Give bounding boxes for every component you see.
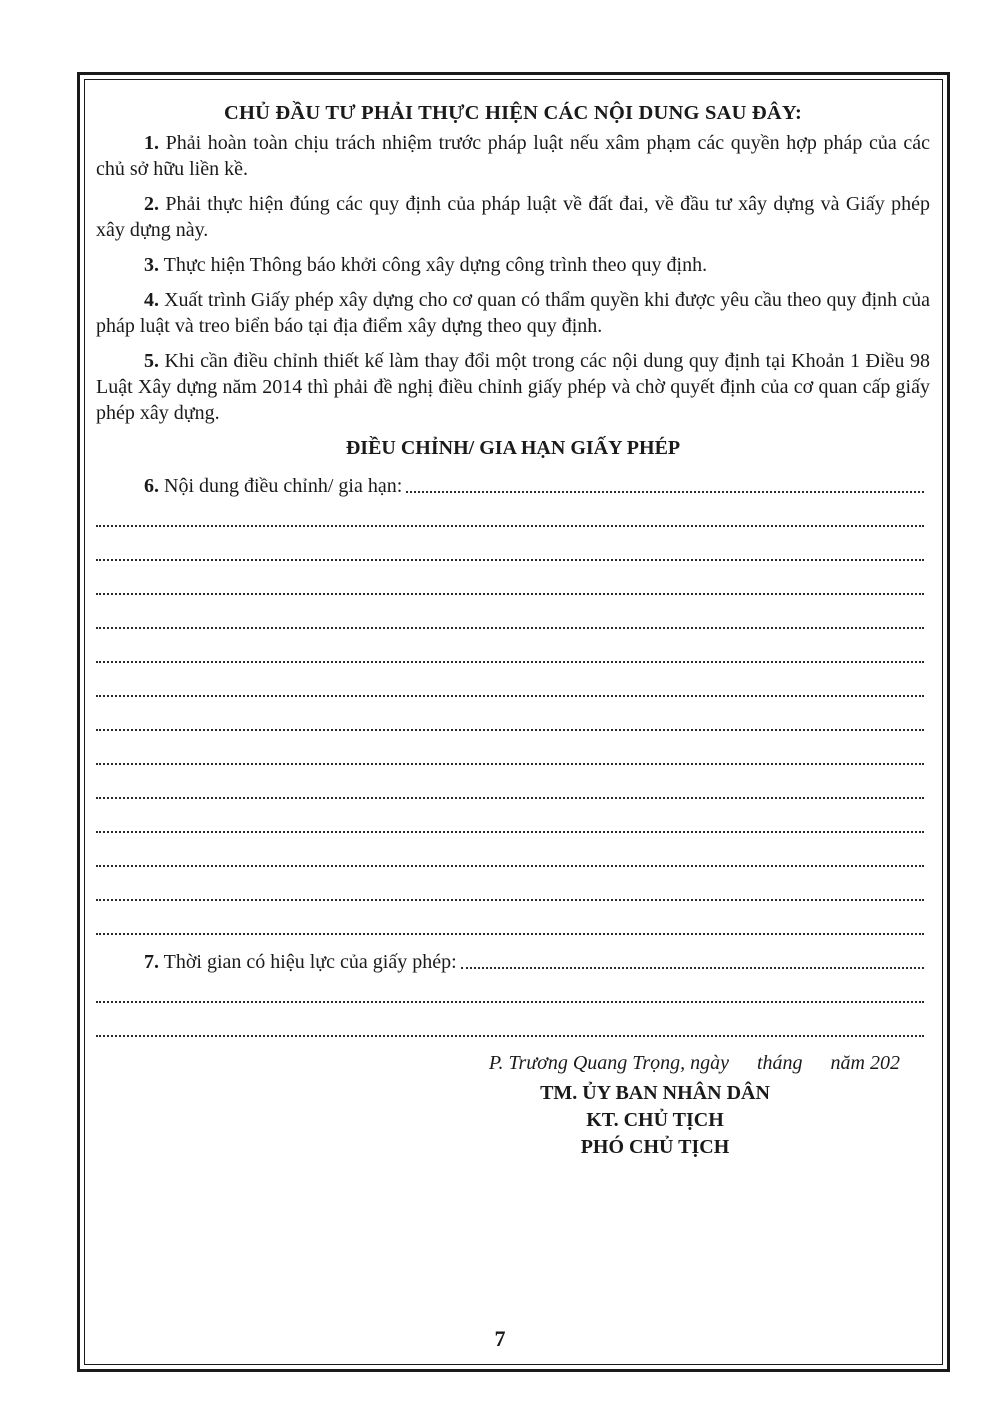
signatory-on-behalf: KT. CHỦ TỊCH [586, 1109, 724, 1131]
clause-number: 4. [144, 289, 159, 311]
clause-number: 3. [144, 254, 159, 276]
field-label-text: Thời gian có hiệu lực của giấy phép: [159, 951, 457, 973]
field-number: 6. [144, 475, 159, 497]
fill-in-line [96, 601, 930, 635]
fill-in-line [96, 737, 930, 771]
clause-number: 1. [144, 132, 159, 154]
field-6-line [144, 465, 930, 499]
fill-in-line [96, 805, 930, 839]
field-number: 7. [144, 951, 159, 973]
fill-in-line [96, 669, 930, 703]
fill-in-line [96, 635, 930, 669]
month-text: tháng [756, 1052, 803, 1074]
place-date-line [440, 1052, 910, 1082]
document-body [96, 92, 930, 1043]
section-heading: CHỦ ĐẦU TƯ PHẢI THỰC HIỆN CÁC NỘI DUNG SAU ĐÂY: [223, 102, 803, 124]
fill-in-line [96, 975, 930, 1009]
fill-in-line [96, 907, 930, 941]
fill-in-line [96, 771, 930, 805]
page-number: 7 [494, 1326, 506, 1351]
clause-5 [96, 348, 930, 426]
clause-number: 2. [144, 193, 159, 215]
fill-in-line [96, 567, 930, 601]
fill-in-line [96, 703, 930, 737]
place-text: P. Trương Quang Trọng, ngày [488, 1052, 729, 1074]
field-7-label [144, 949, 457, 975]
fill-in-line [96, 839, 930, 873]
signatory-org: TM. ỦY BAN NHÂN DÂN [540, 1082, 770, 1104]
field-7-line [144, 941, 930, 975]
fill-in-line [96, 499, 930, 533]
adjustment-heading: ĐIỀU CHỈNH/ GIA HẠN GIẤY PHÉP [345, 437, 681, 459]
signatory-title: PHÓ CHỦ TỊCH [580, 1136, 730, 1158]
fill-in-dots [406, 491, 924, 493]
signature-block [440, 1052, 910, 1163]
clause-text: Phải hoàn toàn chịu trách nhiệm trước pháp luật nếu xâm phạm các quyền hợp pháp của các chủ sở hữu liền kề. [96, 132, 930, 180]
clause-2 [96, 191, 930, 243]
fill-in-line [96, 873, 930, 907]
clause-text: Xuất trình Giấy phép xây dựng cho cơ quan có thẩm quyền khi được yêu cầu theo quy định của pháp luật và treo biển báo tại địa điểm xây dựng theo quy định. [96, 289, 930, 337]
fill-in-line [96, 1009, 930, 1043]
clause-1 [96, 130, 930, 182]
clause-4 [96, 287, 930, 339]
fill-in-dots [461, 967, 924, 969]
clause-text: Thực hiện Thông báo khởi công xây dựng công trình theo quy định. [159, 254, 708, 276]
clause-number: 5. [144, 350, 159, 372]
clause-3 [96, 252, 930, 278]
year-text: năm 202 [830, 1052, 900, 1074]
field-6-label [144, 473, 402, 499]
clause-text: Khi cần điều chỉnh thiết kế làm thay đổi một trong các nội dung quy định tại Khoản 1 Điều 98 Luật Xây dựng năm 2014 thì phải đề nghị điều chỉnh giấy phép và chờ quyết định của cơ quan cấp giấy phép xây dựng. [96, 350, 930, 424]
clause-text: Phải thực hiện đúng các quy định của pháp luật về đất đai, về đầu tư xây dựng và Giấy phép xây dựng này. [96, 193, 930, 241]
fill-in-line [96, 533, 930, 567]
field-label-text: Nội dung điều chỉnh/ gia hạn: [159, 475, 403, 497]
